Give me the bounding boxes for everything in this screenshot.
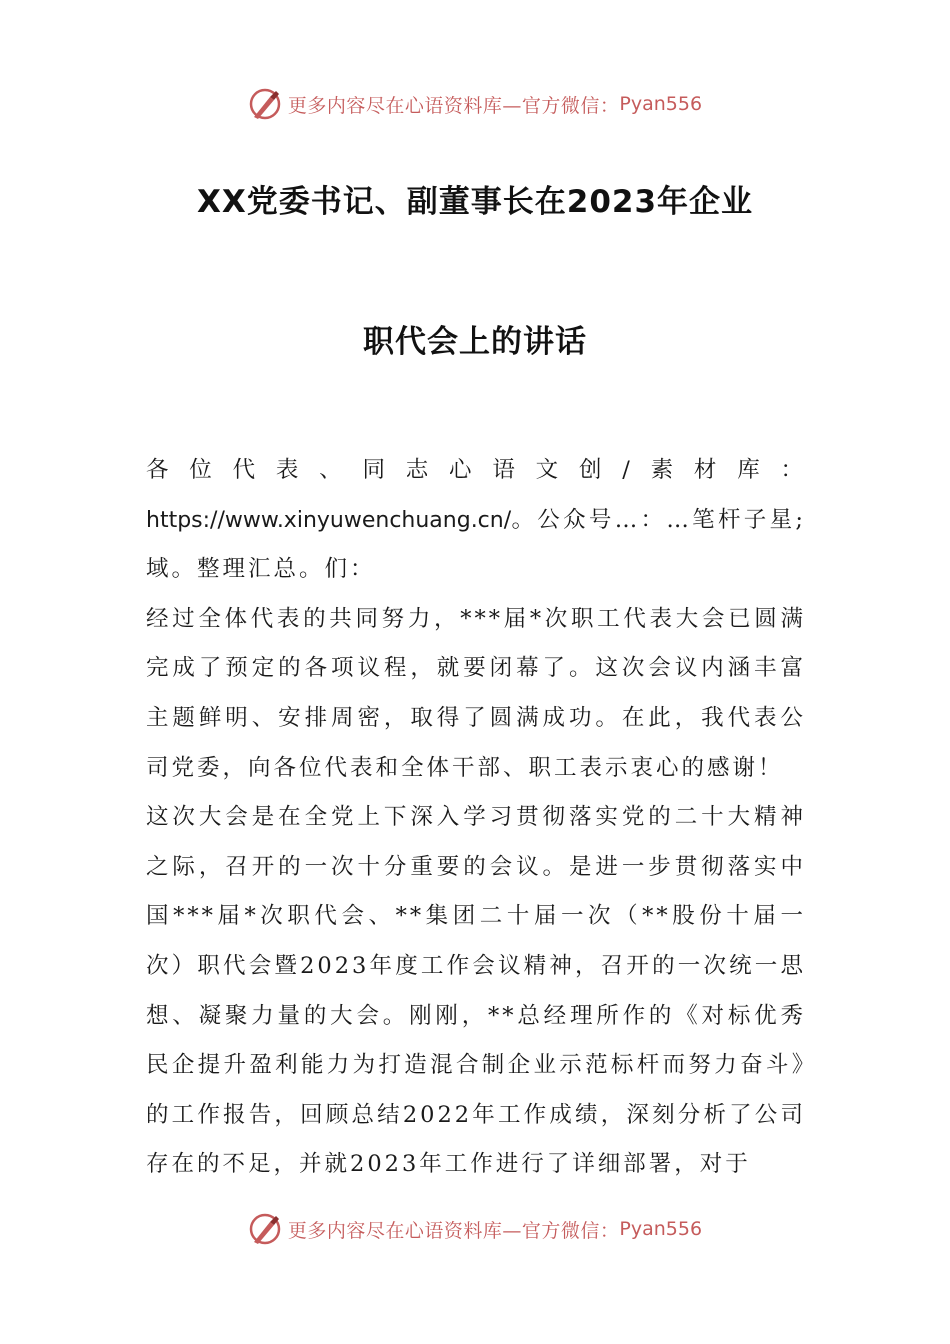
banner-text: 更多内容尽在心语资料库—官方微信：: [287, 94, 620, 117]
greeting-suffix: 。公众号…：…笔杆子星;域。整理汇总。们：: [146, 506, 806, 583]
paragraph-2: 这次大会是在全党上下深入学习贯彻落实党的二十大精神之际，召开的一次十分重要的会议。是进一步贯彻落实中国***届*次职代会、**集团二十届一次（**股份十届一次）职代会暨2023年度工作会议精神，召开的一次统一思想、凝聚力量的大会。刚刚，**总经理所作的《对标优秀民企提升盈利能力为打造混合制企业示范标杆而努力奋斗》的工作报告，回顾总结2022年工作成绩，深刻分析了公司存在的不足，并就2023年工作进行了详细部署，对于: [146, 804, 806, 1178]
document-title-line-1: XX党委书记、副董事长在2023年企业: [196, 184, 754, 220]
document-title-line-2: 职代会上的讲话: [363, 324, 587, 360]
header-watermark-banner: [0, 84, 950, 124]
paragraph-1: 经过全体代表的共同努力，***届*次职工代表大会已圆满完成了预定的各项议程，就要闭幕了。这次会议内涵丰富主题鲜明、安排周密，取得了圆满成功。在此，我代表公司党委，向各位代表和全体干部、职工表示衷心的感谢！: [146, 605, 806, 781]
pen-logo-icon: [248, 1212, 282, 1246]
greeting-paragraph: [146, 446, 806, 595]
footer-watermark-banner: [0, 1209, 950, 1249]
pen-logo-icon: [248, 87, 282, 121]
document-body: [146, 446, 806, 1190]
wechat-id: Pyan556: [619, 93, 703, 115]
wechat-id: Pyan556: [619, 1218, 703, 1240]
banner-text: 更多内容尽在心语资料库—官方微信：: [287, 1219, 620, 1242]
greeting-url: https://www.xinyuwenchuang.cn/: [146, 507, 512, 533]
greeting-prefix: 各位代表、同志心语文创/素材库：: [146, 457, 806, 483]
